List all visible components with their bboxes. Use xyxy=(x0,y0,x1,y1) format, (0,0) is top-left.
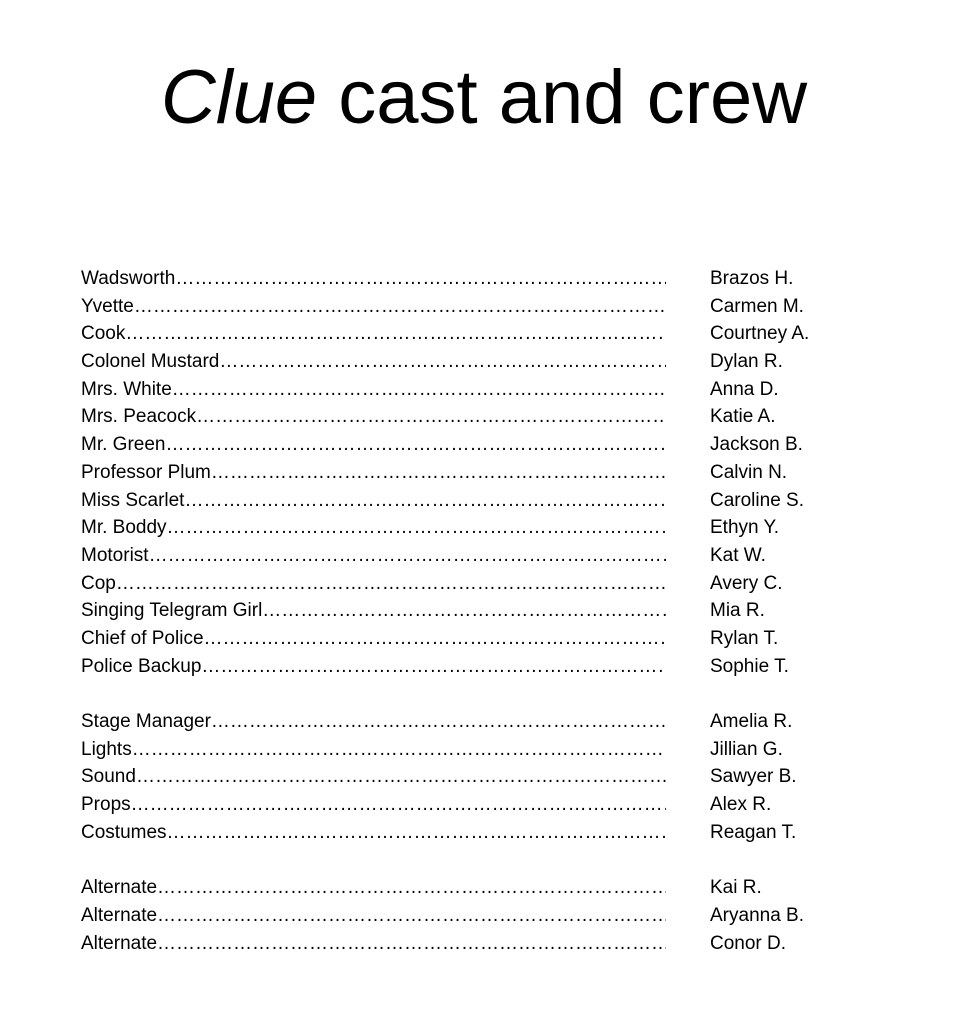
person-name: Avery C. xyxy=(710,572,783,594)
person-name: Courtney A. xyxy=(710,323,810,345)
title-play-name: Clue xyxy=(160,55,318,140)
person-name: Mia R. xyxy=(710,600,765,622)
list-item xyxy=(81,431,841,459)
person-name: Jackson B. xyxy=(710,434,803,456)
role-label: Sound ……………………………………………………………………………………………………………………………… xyxy=(81,766,666,787)
role-label: Mrs. Peacock ……………………………………………………………………………………………………………………………… xyxy=(81,406,666,427)
person-name: Dylan R. xyxy=(710,351,783,373)
role-label: Wadsworth ……………………………………………………………………………………………………………………………… xyxy=(81,268,666,289)
role-label: Cop ……………………………………………………………………………………………………………………………… xyxy=(81,573,666,594)
list-item xyxy=(81,625,841,653)
list-item xyxy=(81,514,841,542)
crew-section xyxy=(81,708,841,846)
role-label: Professor Plum ……………………………………………………………………………………………………………………………… xyxy=(81,462,666,483)
role-label: Alternate ……………………………………………………………………………………………………………………………… xyxy=(81,877,666,898)
person-name: Brazos H. xyxy=(710,268,794,289)
role-label: Police Backup ……………………………………………………………………………………………………………………………… xyxy=(81,656,666,677)
role-label: Yvette ……………………………………………………………………………………………………………………………… xyxy=(81,296,666,317)
role-label: Stage Manager ……………………………………………………………………………………………………………………………… xyxy=(81,711,666,732)
list-item xyxy=(81,293,841,321)
list-item xyxy=(81,653,841,681)
role-label: Mr. Green ……………………………………………………………………………………………………………………………… xyxy=(81,434,666,455)
list-item xyxy=(81,265,841,293)
person-name: Calvin N. xyxy=(710,461,788,483)
page-title xyxy=(0,50,968,146)
role-label: Chief of Police ……………………………………………………………………………………………………………………………… xyxy=(81,628,666,649)
person-name: Jillian G. xyxy=(710,738,783,760)
list-item xyxy=(81,348,841,376)
person-name: Rylan T. xyxy=(710,627,779,649)
list-item xyxy=(81,597,841,625)
role-label: Lights ……………………………………………………………………………………………………………………………… xyxy=(81,739,666,760)
person-name: Carmen M. xyxy=(710,295,804,317)
role-label: Cook ……………………………………………………………………………………………………………………………… xyxy=(81,323,666,344)
role-label: Colonel Mustard ……………………………………………………………………………………………………………………………… xyxy=(81,351,666,372)
role-label: Singing Telegram Girl ……………………………………………………………………………………………………………………………… xyxy=(81,600,666,621)
person-name: Anna D. xyxy=(710,378,779,400)
person-name: Sawyer B. xyxy=(710,766,797,788)
role-label: Motorist ……………………………………………………………………………………………………………………………… xyxy=(81,545,666,566)
list-item xyxy=(81,376,841,404)
list-item xyxy=(81,459,841,487)
person-name: Aryanna B. xyxy=(710,904,804,926)
person-name: Conor D. xyxy=(710,932,787,954)
list-item xyxy=(81,902,841,930)
alternates-section xyxy=(81,874,841,957)
role-label: Mrs. White ……………………………………………………………………………………………………………………………… xyxy=(81,379,666,400)
list-item xyxy=(81,763,841,791)
role-label: Miss Scarlet ……………………………………………………………………………………………………………………………… xyxy=(81,490,666,511)
person-name: Caroline S. xyxy=(710,489,804,511)
cast-section xyxy=(81,265,841,680)
list-item xyxy=(81,542,841,570)
person-name: Reagan T. xyxy=(710,821,797,843)
list-item xyxy=(81,708,841,736)
list-item xyxy=(81,874,841,902)
list-item xyxy=(81,403,841,431)
title-rest: cast and crew xyxy=(317,55,808,140)
role-label: Mr. Boddy ……………………………………………………………………………………………………………………………… xyxy=(81,517,666,538)
role-label: Props ……………………………………………………………………………………………………………………………… xyxy=(81,794,666,815)
role-label: Alternate ……………………………………………………………………………………………………………………………… xyxy=(81,905,666,926)
list-item xyxy=(81,819,841,847)
list-item xyxy=(81,791,841,819)
cast-crew-list xyxy=(81,265,841,957)
role-label: Alternate ……………………………………………………………………………………………………………………………… xyxy=(81,933,666,954)
list-item xyxy=(81,487,841,515)
list-item xyxy=(81,320,841,348)
person-name: Sophie T. xyxy=(710,655,789,677)
person-name: Alex R. xyxy=(710,794,772,816)
list-item xyxy=(81,930,841,958)
person-name: Amelia R. xyxy=(710,711,793,732)
person-name: Ethyn Y. xyxy=(710,517,780,539)
list-item xyxy=(81,736,841,764)
list-item xyxy=(81,570,841,598)
person-name: Kat W. xyxy=(710,544,766,566)
person-name: Katie A. xyxy=(710,406,776,428)
person-name: Kai R. xyxy=(710,877,762,899)
role-label: Costumes ……………………………………………………………………………………………………………………………… xyxy=(81,822,666,843)
